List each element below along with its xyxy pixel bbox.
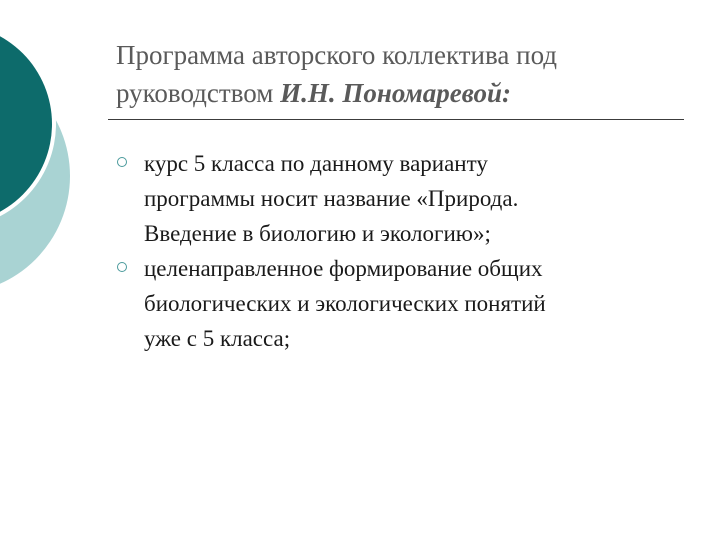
bullet-list bbox=[116, 146, 686, 356]
bullet-2-line-2: биологических и экологических понятий bbox=[144, 291, 546, 316]
slide-title bbox=[116, 36, 696, 112]
title-divider bbox=[108, 119, 684, 120]
hollow-circle-bullet-icon bbox=[117, 262, 127, 272]
bullet-1-line-3: Введение в биологию и экологию»; bbox=[144, 221, 491, 246]
bullet-2-line-3: уже с 5 класса; bbox=[144, 326, 291, 351]
bullet-2-line-1: целенаправленное формирование общих bbox=[144, 256, 543, 281]
bullet-1-line-1: курс 5 класса по данному варианту bbox=[144, 151, 488, 176]
decorative-circles bbox=[0, 0, 120, 300]
title-author-name: И.Н. Пономаревой: bbox=[280, 78, 512, 108]
title-line-2 bbox=[116, 74, 696, 112]
hollow-circle-bullet-icon bbox=[117, 157, 127, 167]
title-line-1: Программа авторского коллектива под bbox=[116, 40, 558, 70]
bullet-item-concepts bbox=[116, 251, 686, 356]
title-prefix: руководством bbox=[116, 78, 281, 108]
bullet-item-course bbox=[116, 146, 686, 251]
bullet-1-line-2: программы носит название «Природа. bbox=[144, 186, 519, 211]
